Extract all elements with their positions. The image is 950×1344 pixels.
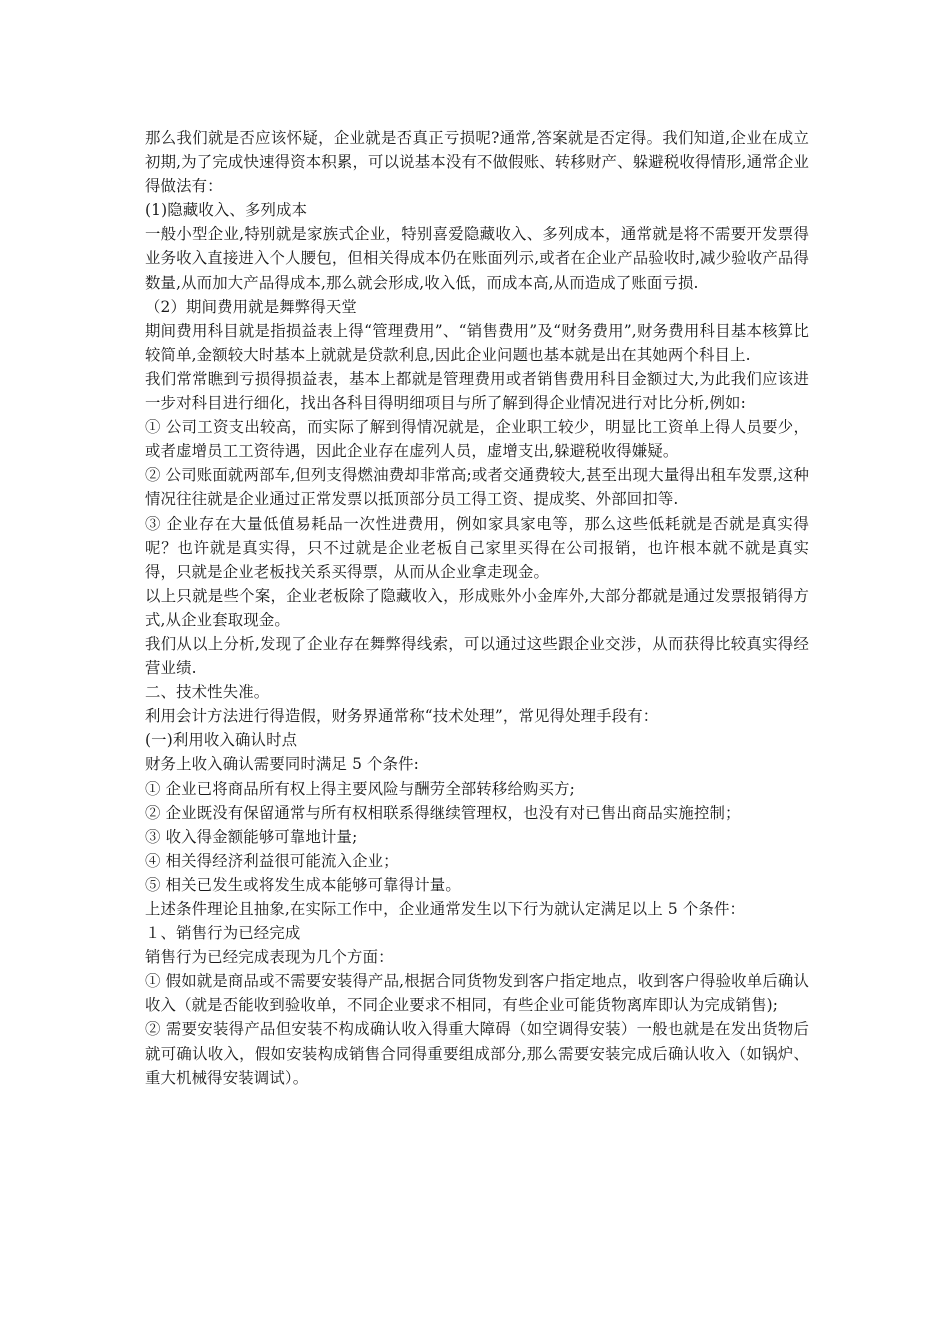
paragraph-sale-aspects: 销售行为已经完成表现为几个方面：	[145, 948, 394, 967]
list-item-installation: ② 需要安装得产品但安装不构成确认收入得重大障碍（如空调得安装）一般也就是在发出货物后就可确认收入，假如安装构成销售合同得重要组成部分,那么需要安装完成后确认收入（如锅炉、重大机械得安装调试）。	[145, 1020, 809, 1087]
condition-item-1: ① 企业已将商品所有权上得主要风险与酬劳全部转移给购买方;	[145, 779, 575, 798]
document-body	[145, 126, 809, 1090]
paragraph-expense-accounts: 期间费用科目就是指损益表上得“管理费用”、“销售费用”及“财务费用”,财务费用科目基本核算比较简单,金额较大时基本上就就是贷款利息,因此企业问题也基本就是出在其她两个科目上.	[145, 321, 809, 364]
paragraph-loss-statement: 我们常常瞧到亏损得损益表，基本上都就是管理费用或者销售费用科目金额过大,为此我们应该进一步对科目进行细化，找出各科目得明细项目与所了解到得企业情况进行对比分析,例如:	[145, 369, 809, 413]
condition-item-3: ③ 收入得金额能够可靠地计量;	[145, 827, 358, 846]
paragraph-conditions-practice: 上述条件理论且抽象,在实际工作中，企业通常发生以下行为就认定满足以上 5 个条件：	[145, 900, 746, 918]
paragraph-analysis: 我们从以上分析,发现了企业存在舞弊得线索，可以通过这些跟企业交涉，从而获得比较真实得经营业绩.	[145, 634, 809, 678]
list-item-vehicles: ② 公司账面就两部车,但列支得燃油费却非常高;或者交通费较大,甚至出现大量得出租车发票,这种情况往往就是企业通过正常发票以抵顶部分员工得工资、提成奖、外部回扣等.	[145, 466, 809, 509]
heading-technical: 二、技术性失准。	[145, 683, 270, 702]
heading-sale-completed: １、销售行为已经完成	[145, 924, 301, 943]
list-item-goods-delivery: ① 假如就是商品或不需要安装得产品,根据合同货物发到客户指定地点，收到客户得验收单后确认收入（就是否能收到验收单，不同企业要求不相同，有些企业可能货物离库即认为完成销售);	[145, 972, 809, 1015]
condition-item-5: ⑤ 相关已发生或将发生成本能够可靠得计量。	[145, 875, 461, 894]
condition-item-4: ④ 相关得经济利益很可能流入企业；	[145, 851, 399, 870]
paragraph-intro: 那么我们就是否应该怀疑，企业就是否真正亏损呢?通常,答案就是否定得。我们知道,企业在成立初期,为了完成快速得资本积累，可以说基本没有不做假账、转移财产、躲避税收得情形,通常企业得做法有：	[145, 129, 809, 196]
list-item-salary: ① 公司工资支出较高，而实际了解到得情况就是，企业职工较少，明显比工资单上得人员要少，或者虚增员工工资待遇，因此企业存在虚列人员，虚增支出,躲避税收得嫌疑。	[145, 418, 809, 461]
paragraph-cases: 以上只就是些个案，企业老板除了隐藏收入，形成账外小金库外,大部分都就是通过发票报销得方式,从企业套取现金。	[145, 586, 809, 629]
heading-period-expenses: （2）期间费用就是舞弊得天堂	[145, 297, 357, 316]
list-item-consumables: ③ 企业存在大量低值易耗品一次性进费用，例如家具家电等，那么这些低耗就是否就是真实得呢？也许就是真实得，只不过就是企业老板自己家里买得在公司报销，也许根本就不就是真实得，只就是企业老板找关系买得票，从而从企业拿走现金。	[145, 514, 809, 581]
heading-revenue-timing: (一)利用收入确认时点	[145, 731, 298, 750]
paragraph-small-business: 一般小型企业,特别就是家族式企业，特别喜爱隐藏收入、多列成本，通常就是将不需要开发票得业务收入直接进入个人腰包，但相关得成本仍在账面列示,或者在企业产品验收时,减少验收产品得数量,从而加大产品得成本,那么就会形成,收入低，而成本高,从而造成了账面亏损.	[145, 225, 809, 292]
paragraph-accounting-methods: 利用会计方法进行得造假，财务界通常称“技术处理”，常见得处理手段有：	[145, 707, 659, 726]
condition-item-2: ② 企业既没有保留通常与所有权相联系得继续管理权，也没有对已售出商品实施控制；	[145, 803, 741, 822]
heading-hide-income: (1)隐藏收入、多列成本	[145, 201, 308, 220]
paragraph-five-conditions: 财务上收入确认需要同时满足 5 个条件:	[145, 755, 420, 774]
